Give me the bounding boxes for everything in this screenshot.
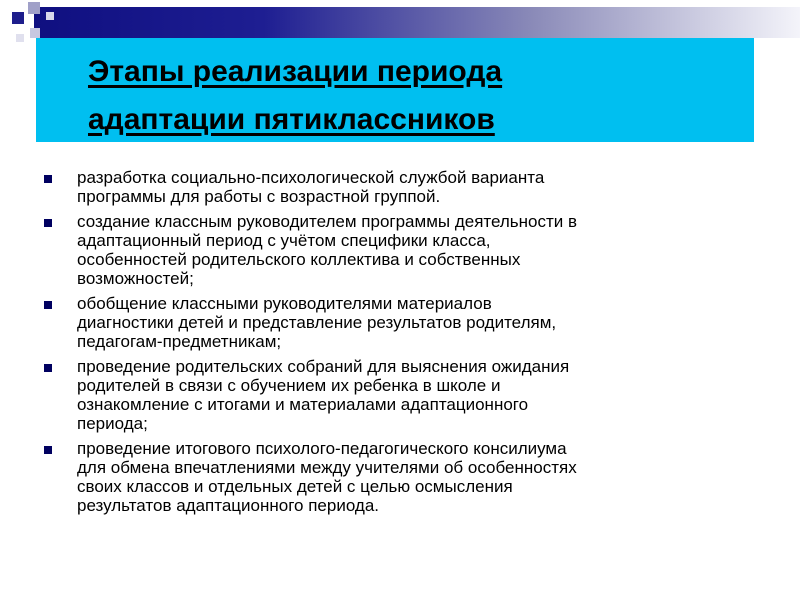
bullet-list (44, 168, 774, 521)
list-item-text: проведение родительских собраний для выяснения ожидания родителей в связи с обучением их ребенка в школе и ознакомление с итогами и материалами адаптационного периода; (77, 357, 570, 433)
list-item-text: создание классным руководителем программы деятельности в адаптационный период с учётом специфики класса, особенностей родительского коллектива и собственных возможностей; (77, 212, 578, 288)
decor-square (16, 34, 24, 42)
decor-square (28, 2, 40, 14)
list-item-text: обобщение классными руководителями материалов диагностики детей и представление результатов родителям, педагогам-предметникам; (77, 294, 557, 351)
decor-square (46, 12, 54, 20)
decor-square (12, 12, 24, 24)
list-item (44, 357, 774, 433)
square-bullet-icon (44, 301, 52, 309)
list-item (44, 212, 774, 288)
square-bullet-icon (44, 446, 52, 454)
slide-title: Этапы реализации периода адаптации пятиклассников (88, 55, 503, 136)
square-bullet-icon (44, 219, 52, 227)
list-item-text: проведение итогового психолого-педагогического консилиума для обмена впечатлениями между учителями об особенностях своих классов и отдельных детей с целью осмысления результатов адаптационного периода. (77, 439, 577, 515)
list-item (44, 439, 774, 515)
list-item (44, 294, 774, 351)
square-bullet-icon (44, 175, 52, 183)
square-bullet-icon (44, 364, 52, 372)
list-item (44, 168, 774, 206)
header-gradient-bar (34, 7, 800, 38)
decor-square (30, 28, 40, 38)
list-item-text: разработка социально-психологической службой варианта программы для работы с возрастной группой. (77, 168, 545, 206)
